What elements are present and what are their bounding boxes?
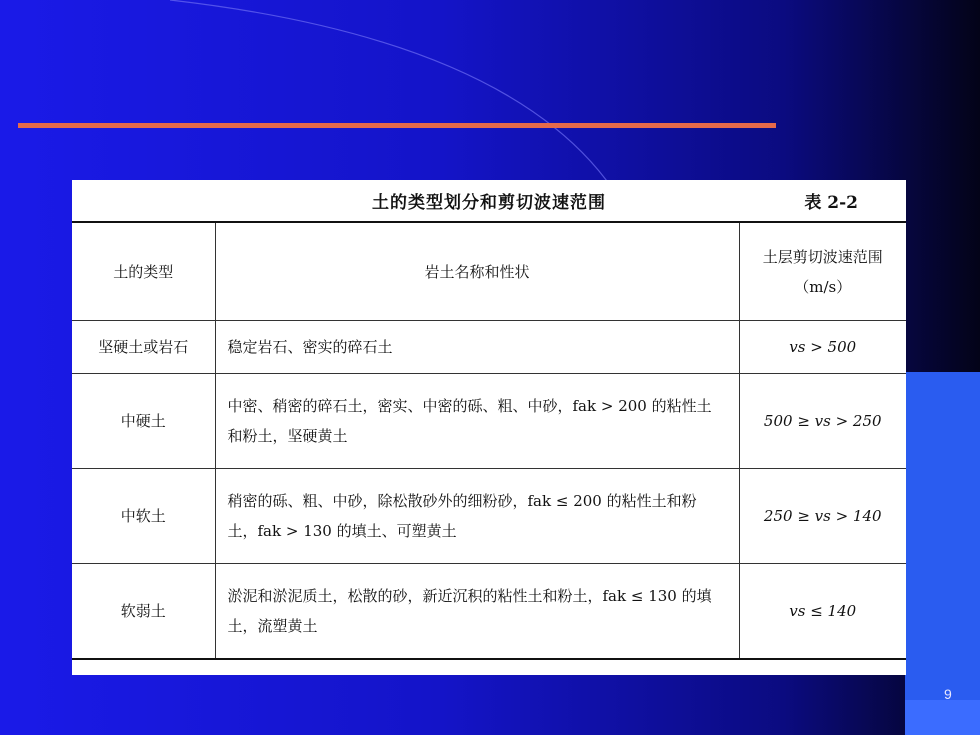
table-caption (72, 188, 906, 218)
header-soil-type: 土的类型 (72, 222, 215, 321)
cell-soil-type: 软弱土 (72, 564, 215, 660)
cell-velocity: 250 ≥ vs > 140 (739, 469, 906, 564)
cell-velocity: vs > 500 (739, 321, 906, 374)
header-description: 岩土名称和性状 (215, 222, 739, 321)
cell-soil-type: 中硬土 (72, 374, 215, 469)
table-document-image (72, 180, 906, 675)
cell-soil-type: 坚硬土或岩石 (72, 321, 215, 374)
decorative-corner-block (905, 372, 980, 735)
title-rule (18, 123, 776, 128)
cell-velocity: 500 ≥ vs > 250 (739, 374, 906, 469)
table-number: 表 2-2 (804, 193, 858, 213)
soil-type-table (72, 221, 906, 660)
table-header-row (72, 222, 906, 321)
decorative-corner-block-lower (905, 700, 980, 735)
cell-velocity: vs ≤ 140 (739, 564, 906, 660)
cell-description: 中密、稍密的碎石土，密实、中密的砾、粗、中砂，fak > 200 的粘性土和粉土，坚硬黄土 (215, 374, 739, 469)
cell-soil-type: 中软土 (72, 469, 215, 564)
cell-description: 稳定岩石、密实的碎石土 (215, 321, 739, 374)
header-shear-velocity: 土层剪切波速范围（m/s） (739, 222, 906, 321)
cell-description: 稍密的砾、粗、中砂，除松散砂外的细粉砂，fak ≤ 200 的粘性土和粉土，fak > 130 的填土、可塑黄土 (215, 469, 739, 564)
cell-description: 淤泥和淤泥质土，松散的砂，新近沉积的粘性土和粉土，fak ≤ 130 的填土，流塑黄土 (215, 564, 739, 660)
table-row (72, 374, 906, 469)
page-number: 9 (944, 686, 952, 702)
table-row (72, 321, 906, 374)
table-title: 土的类型划分和剪切波速范围 (372, 193, 606, 213)
table-row (72, 564, 906, 660)
table-row (72, 469, 906, 564)
